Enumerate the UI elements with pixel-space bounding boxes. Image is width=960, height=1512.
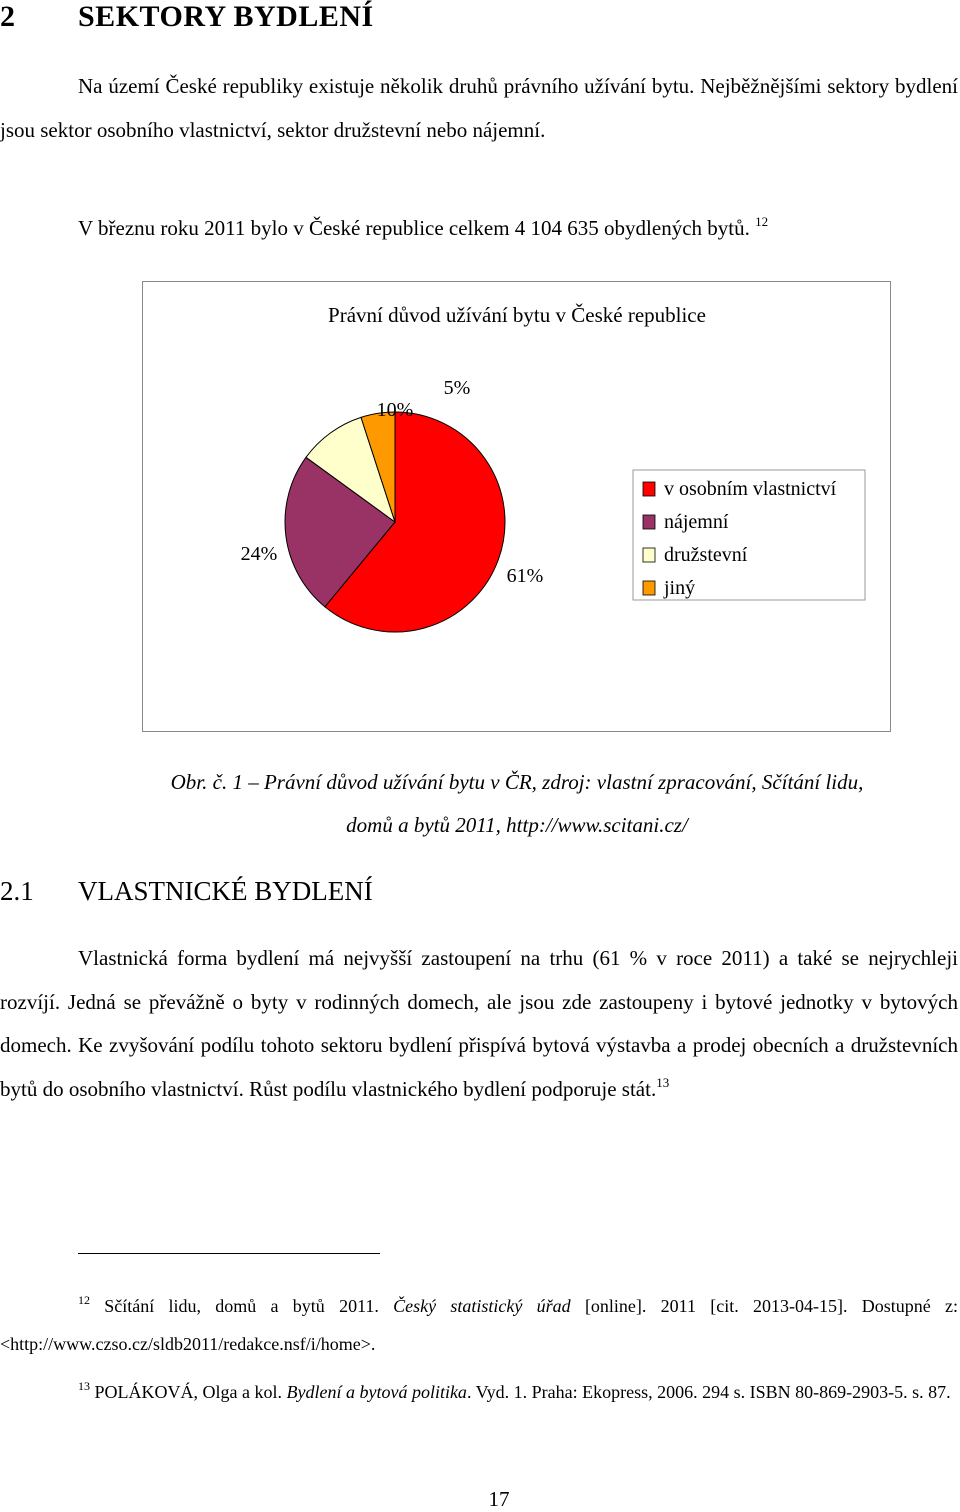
ownership-text: Vlastnická forma bydlení má nejvyšší zastoupení na trhu (61 % v roce 2011) a také se nejrychleji rozvíjí. Jedná se převážně o byty v rodinných domech, ale jsou zde zastoupeny i bytové jednotky v bytových domech. Ke zvyšování podílu tohoto sektoru bydlení přispívá bytová výstavba a prodej obecních a družstevních bytů do osobního vlastnictví. Růst podílu vlastnického bydlení podporuje stát. (0, 946, 958, 1101)
slice-label: 5% (443, 377, 471, 399)
footnote-text: POLÁKOVÁ, Olga a kol. (94, 1382, 282, 1402)
legend-label: družstevní (664, 544, 748, 566)
footnote-italic: Bydlení a bytová politika (286, 1382, 467, 1402)
footnote-13 (0, 1373, 958, 1411)
census-text: V březnu roku 2011 bylo v České republice celkem 4 104 635 obydlených bytů. (78, 216, 750, 240)
footnote-12 (0, 1287, 958, 1363)
census-sentence (78, 207, 768, 250)
slice-label: 61% (506, 565, 544, 587)
slice-label: 24% (240, 543, 278, 565)
footnote-number: 12 (78, 1293, 90, 1307)
footnote-text: Sčítání lidu, domů a bytů 2011. (104, 1296, 379, 1316)
intro-paragraph: Na území České republiky existuje několik druhů právního užívání bytu. Nejběžnějšími sektory bydlení jsou sektor osobního vlastnictví, sektor družstevní nebo nájemní. (0, 74, 958, 142)
section-number: 2.1 (0, 876, 34, 906)
footnote-text[interactable]: [online]. 2011 [cit. 2013-04-15]. Dostupné z: <http://www.czso.cz/sldb2011/redakce.nsf/i/home>. (0, 1296, 959, 1354)
footnote-ref-13[interactable]: 13 (656, 1074, 670, 1090)
footnote-number: 13 (78, 1379, 90, 1393)
slice-label: 10% (376, 399, 414, 421)
legend-swatch (643, 548, 655, 562)
footnote-italic: Český statistický úřad (393, 1296, 571, 1316)
footnote-text: . Vyd. 1. Praha: Ekopress, 2006. 294 s. ISBN 80-869-2903-5. s. 87. (466, 1382, 951, 1402)
figure-caption-line2: domů a bytů 2011, http://www.scitani.cz/ (346, 813, 688, 837)
section-title: VLASTNICKÉ BYDLENÍ (78, 876, 373, 906)
chart-title: Právní důvod užívání bytu v České republice (328, 303, 706, 327)
page-number: 17 (488, 1487, 510, 1511)
footnote-separator (78, 1253, 380, 1254)
legend-swatch (643, 581, 655, 595)
ownership-paragraph (0, 937, 958, 1111)
chapter-title: SEKTORY BYDLENÍ (78, 0, 374, 33)
pie-chart-frame (142, 281, 891, 732)
footnote-ref-12[interactable]: 12 (755, 214, 769, 229)
legend-label: jiný (664, 577, 696, 599)
pie-chart (143, 282, 890, 731)
legend-label: nájemní (664, 511, 729, 533)
chapter-number: 2 (0, 0, 16, 33)
legend-swatch (643, 482, 655, 496)
chart-legend (633, 470, 865, 600)
figure-caption-line1: Obr. č. 1 – Právní důvod užívání bytu v ČR, zdroj: vlastní zpracování, Sčítání lidu, (170, 770, 864, 794)
legend-label: v osobním vlastnictví (664, 478, 837, 500)
legend-swatch (643, 515, 655, 529)
